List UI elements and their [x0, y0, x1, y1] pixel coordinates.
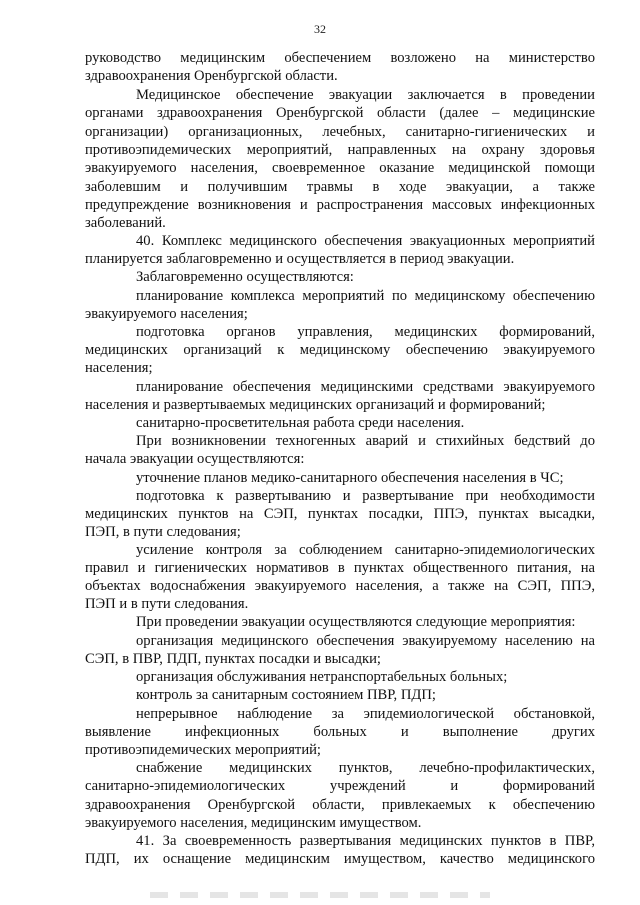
text-line: санитарно-просветительная работа среди населения. [136, 415, 465, 431]
text-line: медицинских пунктов на СЭП, пунктах посадки, ППЭ, пунктах высадки, [85, 506, 595, 522]
text-line: 40. Комплекс медицинского обеспечения эвакуационных мероприятий [136, 233, 595, 249]
text-line: объектах водоснабжения эвакуируемого населения, а также на СЭП, ППЭ, [85, 578, 595, 594]
text-line: организация обслуживания нетранспортабельных больных; [136, 669, 508, 685]
text-line: эвакуируемого населения, медицинским имуществом. [85, 815, 422, 831]
text-line: ПДП, их оснащение медицинским имуществом, качество медицинского [85, 851, 595, 867]
text-line: непрерывное наблюдение за эпидемиологической обстановкой, [136, 706, 595, 722]
text-line: ПЭП, в пути следования; [85, 524, 241, 540]
text-line: здравоохранения Оренбургской области. [85, 68, 338, 84]
page-number: 32 [314, 22, 326, 36]
text-line: противоэпидемических мероприятий, направленных на охрану здоровья [85, 142, 595, 158]
text-line: эвакуируемого населения, своевременное оказание медицинской помощи [85, 160, 595, 176]
text-line: Заблаговременно осуществляются: [136, 269, 354, 285]
text-line: снабжение медицинских пунктов, лечебно-профилактических, [136, 760, 595, 776]
text-line: населения; [85, 360, 153, 376]
text-line: усиление контроля за соблюдением санитарно-эпидемиологических [136, 542, 595, 558]
text-line: населения и развертываемых медицинских организаций и формирований; [85, 397, 546, 413]
text-line: противоэпидемических мероприятий; [85, 742, 321, 758]
text-line: заболевшим и получившим травмы в ходе эвакуации, а также [85, 179, 595, 195]
text-line: подготовка к развертыванию и развертывание при необходимости [136, 488, 595, 504]
text-line: правил и гигиенических нормативов в пунктах общественного питания, на [85, 560, 595, 576]
text-line: здравоохранения Оренбургской области, привлекаемых к обеспечению [85, 797, 595, 813]
text-line: планирование обеспечения медицинскими средствами эвакуируемого [136, 379, 595, 395]
text-line: Медицинское обеспечение эвакуации заключается в проведении [136, 87, 595, 103]
text-line: уточнение планов медико-санитарного обеспечения населения в ЧС; [136, 470, 564, 486]
text-line: медицинских организаций к медицинскому обеспечению эвакуируемого [85, 342, 595, 358]
text-line: подготовка органов управления, медицинских формирований, [136, 324, 595, 340]
text-line: начала эвакуации осуществляются: [85, 451, 305, 467]
text-line: организация медицинского обеспечения эвакуируемому населению на [136, 633, 595, 649]
text-line: санитарно-эпидемиологических учреждений и формирований [85, 778, 595, 794]
text-line: выявление инфекционных больных и выполнение других [85, 724, 595, 740]
text-line: При проведении эвакуации осуществляются следующие мероприятия: [136, 614, 576, 630]
text-line: руководство медицинским обеспечением возложено на министерство [85, 50, 595, 66]
text-line: СЭП, в ПВР, ПДП, пунктах посадки и высадки; [85, 651, 381, 667]
text-line: ПЭП и в пути следования. [85, 596, 249, 612]
faded-footer-mark [150, 892, 490, 898]
text-line: организации) организационных, лечебных, санитарно-гигиенических и [85, 124, 595, 140]
text-line: заболеваний. [85, 215, 166, 231]
text-line: органами здравоохранения Оренбургской области (далее – медицинские [85, 105, 595, 121]
text-line: контроль за санитарным состоянием ПВР, ПДП; [136, 687, 436, 703]
text-line: эвакуируемого населения; [85, 306, 248, 322]
text-line: планируется заблаговременно и осуществляется в период эвакуации. [85, 251, 515, 267]
text-line: 41. За своевременность развертывания медицинских пунктов в ПВР, [136, 833, 595, 849]
text-line: предупреждение возникновения и распространения массовых инфекционных [85, 197, 595, 213]
text-line: планирование комплекса мероприятий по медицинскому обеспечению [136, 288, 595, 304]
text-line: При возникновении техногенных аварий и стихийных бедствий до [136, 433, 595, 449]
